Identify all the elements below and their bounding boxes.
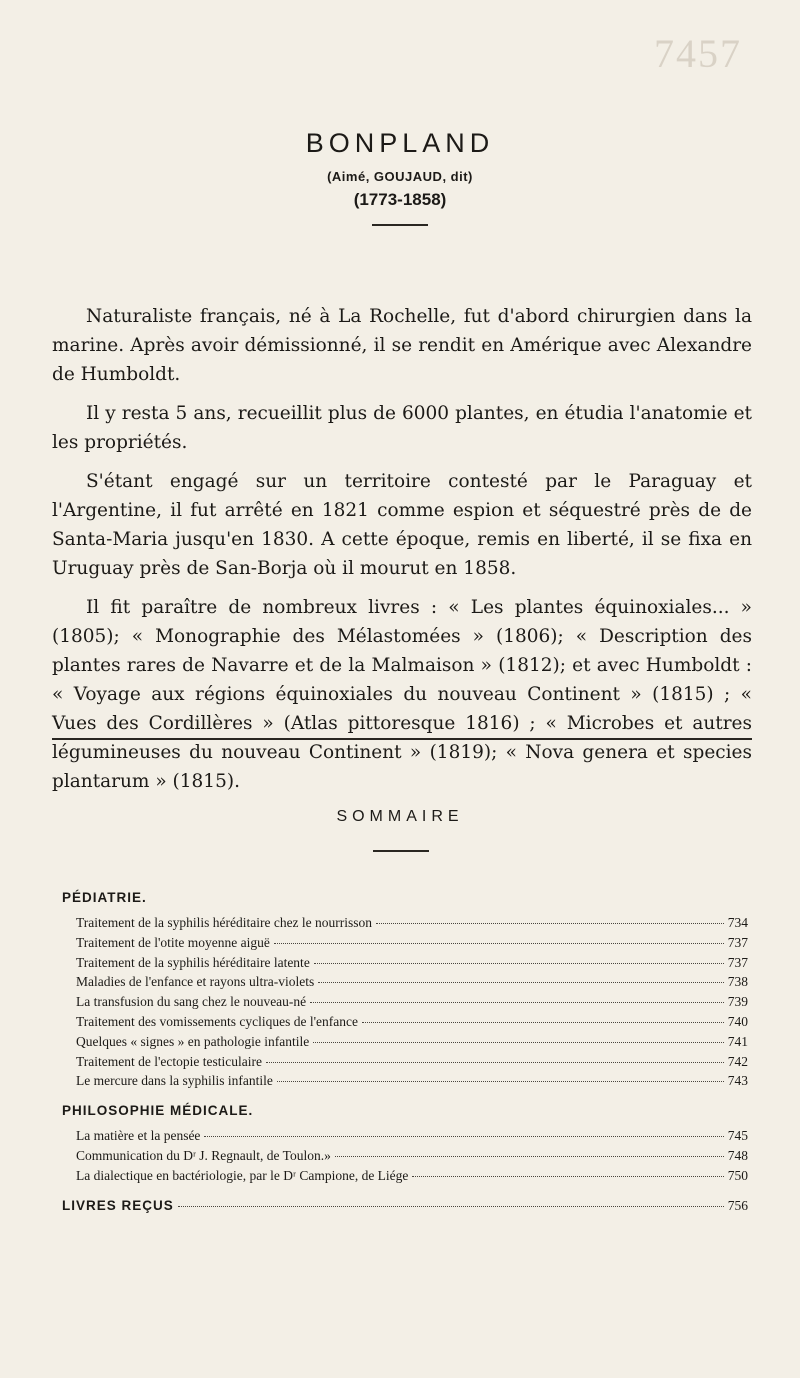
- toc-entry-page: 741: [727, 1033, 748, 1049]
- toc-leader: [277, 1081, 724, 1082]
- toc-entry-title: Communication du Dʳ J. Regnault, de Toulon.»: [76, 1147, 331, 1163]
- toc-leader: [204, 1136, 723, 1137]
- toc-entry-page: 740: [727, 1013, 748, 1029]
- toc-entry: [76, 933, 748, 953]
- toc-final-title: LIVRES REÇUS: [62, 1197, 174, 1213]
- table-of-contents: [62, 890, 748, 1214]
- toc-leader: [318, 982, 724, 983]
- toc-section-list: [62, 1126, 748, 1185]
- toc-entry-page: 734: [727, 915, 748, 930]
- toc-entry-page: 745: [727, 1128, 748, 1144]
- toc-entry-title: La matière et la pensée: [76, 1128, 201, 1144]
- toc-leader: [335, 1156, 724, 1157]
- toc-entry: [76, 1146, 748, 1166]
- toc-section-title: PHILOSOPHIE MÉDICALE.: [62, 1103, 254, 1119]
- toc-entry-page: 737: [727, 954, 748, 970]
- toc-leader: [412, 1176, 723, 1177]
- bio-paragraph: Il fit paraître de nombreux livres : « Les plantes équinoxiales... » (1805); « Monographie des Mélastomées » (1806); « Description des plantes rares de Navarre et de la Malmaison » (1812); et avec Humboldt : « Voyage aux régions équinoxiales du nouveau Continent » (1815) ; « Vues des Cordillères » (Atlas pittoresque 1816) ; « Microbes et autres légumineuses du nouveau Continent » (1819); « Nova genera et species plantarum » (1815).: [52, 597, 752, 792]
- toc-entry-title: Maladies de l'enfance et rayons ultra-violets: [76, 974, 315, 990]
- biography-alias: (Aimé, GOUJAUD, dit): [327, 169, 473, 184]
- toc-leader: [376, 923, 724, 924]
- toc-entry-title: Traitement de la syphilis héréditaire latente: [76, 954, 310, 970]
- biography-text: [52, 302, 752, 806]
- toc-entry-page: 739: [727, 994, 748, 1010]
- toc-entry: [76, 1012, 748, 1032]
- toc-entry-title: Le mercure dans la syphilis infantile: [76, 1073, 273, 1089]
- toc-entry-page: 743: [727, 1073, 748, 1089]
- toc-entry-title: Traitement de l'ectopie testiculaire: [76, 1053, 262, 1069]
- toc-entry: [76, 913, 748, 933]
- toc-leader: [178, 1206, 724, 1207]
- toc-entry: [76, 953, 748, 973]
- toc-entry-title: Traitement de l'otite moyenne aiguë: [76, 934, 270, 950]
- toc-leader: [362, 1022, 724, 1023]
- bio-paragraph: Naturaliste français, né à La Rochelle, fut d'abord chirurgien dans la marine. Après avoir démissionné, il se rendit en Amérique avec Alexandre de Humboldt.: [52, 306, 752, 385]
- header-divider: [372, 224, 428, 226]
- sommaire-title: SOMMAIRE: [336, 808, 464, 825]
- toc-leader: [313, 1042, 724, 1043]
- page-number: 7457: [654, 31, 742, 76]
- header: [0, 128, 800, 226]
- toc-entry-title: Traitement des vomissements cycliques de l'enfance: [76, 1013, 358, 1029]
- toc-entry: [76, 992, 748, 1012]
- toc-final-entry: [62, 1198, 748, 1214]
- biography-dates: (1773-1858): [353, 190, 447, 209]
- toc-entry: [76, 1126, 748, 1146]
- toc-entry-page: 737: [727, 934, 748, 950]
- biography-name: BONPLAND: [305, 128, 495, 158]
- toc-entry-title: La transfusion du sang chez le nouveau-né: [76, 994, 307, 1010]
- toc-leader: [274, 943, 724, 944]
- toc-final-page: 756: [727, 1197, 748, 1213]
- toc-entry: [76, 1071, 748, 1091]
- toc-entry-title: Quelques « signes » en pathologie infantile: [76, 1033, 310, 1049]
- toc-entry: [76, 972, 748, 992]
- section-divider: [52, 738, 752, 740]
- toc-entry-page: 738: [727, 974, 748, 990]
- toc-leader: [310, 1002, 724, 1003]
- toc-entry: [76, 1032, 748, 1052]
- toc-entry-title: La dialectique en bactériologie, par le Dʳ Campione, de Liége: [76, 1167, 409, 1183]
- toc-entry-page: 748: [727, 1147, 748, 1163]
- toc-entry: [76, 1052, 748, 1072]
- toc-leader: [314, 963, 724, 964]
- toc-section-list: [62, 913, 748, 1091]
- toc-section-title: PÉDIATRIE.: [62, 890, 147, 905]
- bio-paragraph: Il y resta 5 ans, recueillit plus de 6000 plantes, en étudia l'anatomie et les propriétés.: [52, 403, 752, 453]
- toc-entry-page: 750: [727, 1167, 748, 1183]
- bio-paragraph: S'étant engagé sur un territoire contesté par le Paraguay et l'Argentine, il fut arrêté en 1821 comme espion et séquestré près de de Santa-Maria jusqu'en 1830. A cette époque, remis en liberté, il se fixa en Uruguay près de San-Borja où il mourut en 1858.: [52, 471, 752, 579]
- toc-entry-title: Traitement de la syphilis héréditaire chez le nourrisson: [76, 915, 373, 930]
- toc-entry: [76, 1166, 748, 1186]
- toc-leader: [266, 1062, 724, 1063]
- sommaire-divider: [373, 850, 429, 852]
- toc-entry-page: 742: [727, 1053, 748, 1069]
